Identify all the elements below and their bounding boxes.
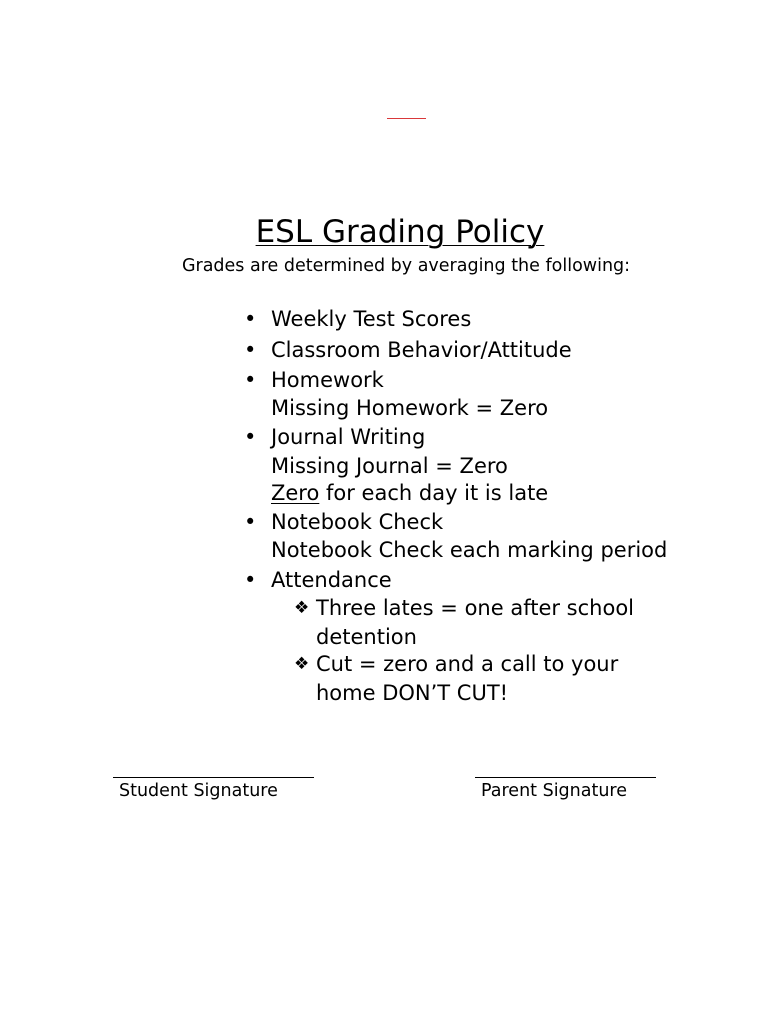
list-item-journal: Journal Writing bbox=[271, 425, 426, 449]
attendance-sub-item-lates-cont: detention bbox=[316, 625, 417, 649]
bullet-icon: • bbox=[244, 368, 257, 392]
diamond-bullet-icon: ❖ bbox=[294, 654, 310, 674]
journal-note: Missing Journal = Zero bbox=[271, 454, 508, 478]
journal-late-note bbox=[271, 479, 548, 507]
attendance-sub-item-cut-cont: home DON’T CUT! bbox=[316, 681, 509, 705]
bullet-icon: • bbox=[244, 338, 257, 362]
parent-signature-label: Parent Signature bbox=[481, 781, 628, 801]
list-item-notebook: Notebook Check bbox=[271, 510, 444, 534]
bullet-icon: • bbox=[244, 510, 257, 534]
attendance-sub-item-cut: Cut = zero and a call to your bbox=[316, 652, 619, 676]
journal-late-rest: for each day it is late bbox=[319, 481, 549, 505]
student-signature-label: Student Signature bbox=[119, 781, 278, 801]
bullet-icon: • bbox=[244, 425, 257, 449]
parent-signature-line[interactable] bbox=[475, 777, 656, 778]
list-item-behavior: Classroom Behavior/Attitude bbox=[271, 338, 572, 362]
bullet-icon: • bbox=[244, 568, 257, 592]
notebook-note: Notebook Check each marking period bbox=[271, 538, 668, 562]
diamond-bullet-icon: ❖ bbox=[294, 598, 310, 618]
list-item-attendance: Attendance bbox=[271, 568, 392, 592]
homework-note: Missing Homework = Zero bbox=[271, 396, 549, 420]
attendance-sub-item-lates: Three lates = one after school bbox=[316, 596, 635, 620]
page-subtitle: Grades are determined by averaging the following: bbox=[181, 256, 631, 276]
list-item-weekly-tests: Weekly Test Scores bbox=[271, 307, 472, 331]
zero-emphasis: Zero bbox=[271, 481, 320, 505]
student-signature-line[interactable] bbox=[113, 777, 314, 778]
list-item-homework: Homework bbox=[271, 368, 384, 392]
bullet-icon: • bbox=[244, 307, 257, 331]
page-title: ESL Grading Policy bbox=[255, 214, 545, 250]
